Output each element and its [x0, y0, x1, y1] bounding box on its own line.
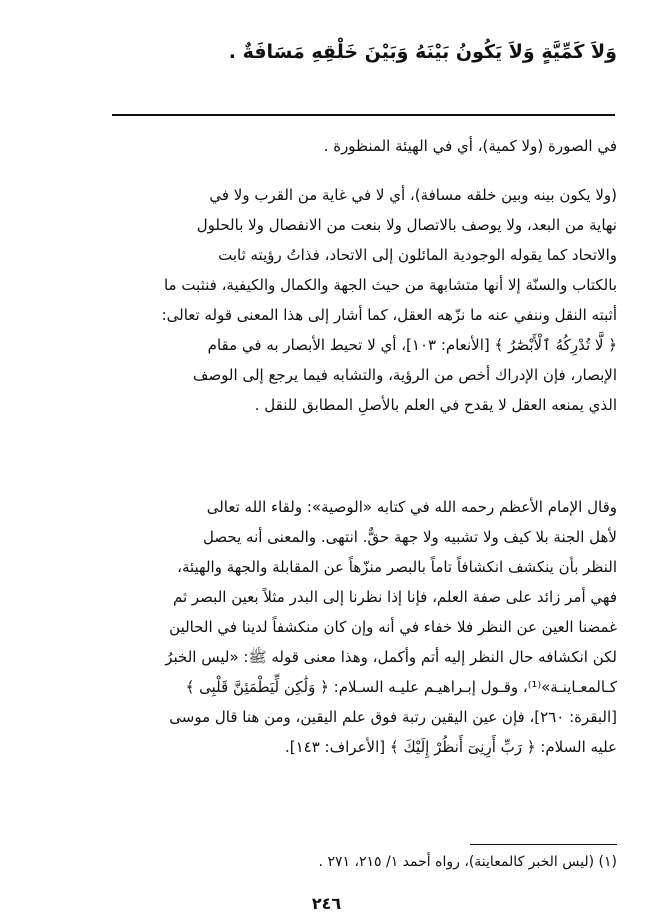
text-line: [البقرة: ٢٦٠]، فإن عين اليقين رتبة فوق علم اليقين، ومن هنا قال موسى: [169, 708, 617, 726]
matn-verse: وَلاَ كَمِّيَّةٍ وَلاَ يَكُونُ بَيْنَهُ وَبَيْنَ خَلْقِهِ مَسَافَةٌ .: [228, 41, 617, 63]
footnote: (١) (ليس الخبر كالمعاينة)، رواه أحمد ١/ ٢١٥، ٢٧١ .: [318, 854, 617, 870]
commentary-paragraph-3: [27, 492, 617, 762]
text-line: غمضنا العين عن النظر فلا خفاء في أنه وإن كان منكشفاً لدينا في الحالين: [169, 618, 617, 636]
text-line: كـالمعـاينـة»⁽¹⁾، وقـول إبـراهيـم عليـه السـلام: ﴿ وَلَٰكِن لِّيَطْمَئِنَّ قَلْبِى ﴾: [185, 678, 617, 696]
text-line: عليه السلام: ﴿ رَبِّ أَرِنِىٓ أَنظُرْ إِلَيْكَ ﴾ [الأعراف: ١٤٣].: [284, 738, 617, 756]
page-number: ٢٤٦: [311, 894, 342, 913]
text-line: وقال الإمام الأعظم رحمه الله في كتابه «الوصية»: ولقاء الله تعالى: [206, 498, 617, 516]
text-line: (ولا يكون بينه وبين خلقه مسافة)، أي لا في غاية من القرب ولا في: [209, 186, 617, 204]
text-line: الإبصار، فإن الإدراك أخص من الرؤية، والتشابه فيما يرجع إلى الوصف: [192, 366, 617, 384]
commentary-paragraph-1: [27, 131, 617, 161]
text-line: أثبته النقل وننفي عنه ما نزّهه العقل، كما أشار إلى هذا المعنى قوله تعالى:: [161, 306, 617, 324]
header-rule: [112, 114, 615, 116]
commentary-paragraph-2: [27, 180, 617, 420]
text-line: ﴿ لَّا تُدْرِكُهُ ٱلْأَبْصَٰرُ ﴾ [الأنعام: ١٠٣]، أي لا تحيط الأبصار به في مقام: [207, 336, 617, 354]
text-line: الذي يمنعه العقل لا يقدح في العلم بالأصلِ المطابق للنقل .: [254, 396, 617, 414]
text-line: والاتحاد كما يقوله الوجودية المائلون إلى الاتحاد، فذاتُ رؤيته ثابت: [218, 246, 617, 264]
footnote-rule: [470, 844, 617, 845]
text-line: لأهل الجنة بلا كيف ولا تشبيه ولا جهة حقٌّ. انتهى. والمعنى أنه يحصل: [203, 528, 617, 546]
text-line: النظر بأن ينكشف انكشافاً تاماً بالبصر منزّهاً عن المقابلة والجهة والهيئة،: [177, 558, 617, 576]
text-line: بالكتاب والسنّة إلا أنها متشابهة من حيث الجهة والكمال والكيفية، فنثبت ما: [163, 276, 617, 294]
text-line: لكن انكشافه حال النظر إليه أتم وأكمل، وهذا معنى قوله ﷺ: «ليس الخبرُ: [165, 648, 617, 666]
text-line: في الصورة (ولا كمية)، أي في الهيئة المنظورة .: [323, 137, 617, 155]
text-line: نهاية من البعد، ولا يوصف بالاتصال ولا بنعت من الانفصال ولا بالحلول: [196, 216, 617, 234]
text-line: فهي أمر زائد على صفة العلم، فإنا إذا نظرنا إلى البدر مثلاً بعين البصر ثم: [172, 588, 617, 606]
